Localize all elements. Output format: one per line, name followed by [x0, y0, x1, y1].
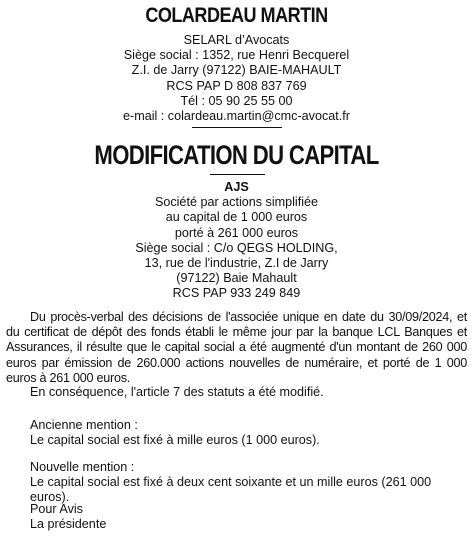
decision-paragraph: Du procès-verbal des décisions de l'associée unique en date du 30/09/2024, et du certificat de dépôt des fonds établi le même jour par la banque LCL Banques et Assurances, il résulte que le capital social a été augmenté d'un montant de 260 000 euros par émission de 260.000 actions nouvelles de numéraire, et porté de 1 000 euros à 261 000 euros. — [6, 310, 467, 385]
law-firm-rcs: RCS PAP D 808 837 769 — [166, 78, 307, 93]
company-details — [0, 180, 473, 302]
divider-firm — [192, 127, 282, 128]
former-mention-text: Le capital social est fixé à mille euros (1 000 euros). — [30, 433, 320, 448]
company-name: AJS — [224, 180, 249, 194]
consequence-paragraph: En conséquence, l'article 7 des statuts a été modifié. — [30, 385, 324, 399]
closing-for-notice: Pour Avis — [30, 502, 83, 516]
company-rcs: RCS PAP 933 249 849 — [172, 286, 301, 301]
company-capital-original: au capital de 1 000 euros — [165, 210, 308, 225]
law-firm-phone: Tél : 05 90 25 55 00 — [180, 93, 293, 108]
law-firm-address-street: Siège social : 1352, rue Henri Becquerel — [123, 48, 350, 63]
new-mention-label: Nouvelle mention : — [30, 460, 135, 474]
company-head-office: Siège social : C/o QEGS HOLDING, — [135, 240, 338, 255]
closing-signatory: La présidente — [30, 517, 107, 532]
law-firm-address-city: Z.I. de Jarry (97122) BAIE-MAHAULT — [131, 63, 342, 78]
new-mention — [6, 460, 467, 506]
former-mention — [6, 418, 467, 448]
new-mention-text: Le capital social est fixé à deux cent soixante et un mille euros (261 000 euros). — [30, 475, 432, 505]
closing — [6, 502, 467, 532]
law-firm-name: COLARDEAU MARTIN — [145, 4, 328, 27]
company-capital-new: porté à 261 000 euros — [174, 225, 299, 240]
law-firm-email: e-mail : colardeau.martin@cmc-avocat.fr — [123, 109, 350, 124]
law-firm-type: SELARL d’Avocats — [183, 33, 290, 47]
company-legal-form: Société par actions simplifiée — [154, 195, 319, 210]
divider-title — [210, 174, 265, 175]
notice-title: MODIFICATION DU CAPITAL — [94, 140, 379, 170]
law-firm-details — [0, 33, 473, 124]
company-address-street: 13, rue de l'industrie, Z.I de Jarry — [144, 256, 329, 271]
former-mention-label: Ancienne mention : — [30, 418, 138, 432]
company-address-city: (97122) Baie Mahault — [176, 271, 297, 286]
